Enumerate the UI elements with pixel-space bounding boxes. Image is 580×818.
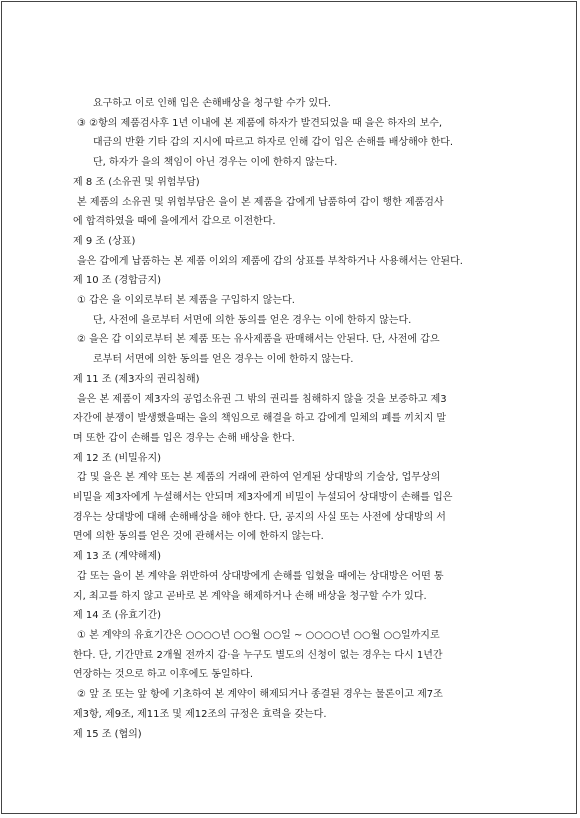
article-heading: 제 14 조 (유효기간) [73,610,162,622]
article-heading: 제 10 조 (경합금지) [73,275,162,287]
article-heading: 제 13 조 (계약해제) [73,551,162,563]
article-heading: 제 9 조 (상표) [73,235,136,247]
text-line: ② 을은 갑 이외로부터 본 제품 또는 유사제품을 판매해서는 안된다. 단, 사전에 갑으 [77,334,440,346]
text-line: 지, 최고를 하지 않고 곧바로 본 계약을 해제하거나 손해 배상을 청구할 수가 있다. [73,590,427,602]
text-line: 한다. 단, 기간만료 2개월 전까지 갑·을 누구도 별도의 신청이 없는 경우는 다시 1년간 [73,649,443,661]
text-line: 단, 사전에 을로부터 서면에 의한 동의를 얻은 경우는 이에 한하지 않는다. [93,314,412,326]
article-heading: 제 8 조 (소유권 및 위험부담) [73,176,200,188]
text-line: 에 합격하였을 때에 을에게서 갑으로 이전한다. [73,216,276,228]
article-heading: 제 11 조 (제3자의 권리침해) [73,373,200,385]
text-line: ③ ②항의 제품검사후 1년 이내에 본 제품에 하자가 발견되었을 때 을은 하자의 보수, [77,117,443,129]
text-line: 요구하고 이로 인해 입은 손해배상을 청구할 수가 있다. [93,98,331,109]
text-line: 대금의 반환 기타 갑의 지시에 따르고 하자로 인해 갑이 입은 손해를 배상해야 한다. [93,137,454,149]
text-line: 단, 하자가 을의 책임이 아닌 경우는 이에 한하지 않는다. [93,157,338,169]
text-line: 면에 의한 동의를 얻은 것에 관해서는 이에 한하지 않는다. [73,531,324,543]
text-line: ② 앞 조 또는 앞 항에 기초하여 본 계약이 해제되거나 종결된 경우는 물론이고 제7조 [77,689,443,701]
text-line: 갑 및 을은 본 계약 또는 본 제품의 거래에 관하여 얻게된 상대방의 기술상, 업무상의 [77,472,441,484]
text-line: 비밀을 제3자에게 누설해서는 안되며 제3자에게 비밀이 누설되어 상대방이 손해를 입은 [73,492,453,504]
document-page [1,1,577,814]
text-line: 갑 또는 을이 본 계약을 위반하여 상대방에게 손해를 입혔을 때에는 상대방은 어떤 통 [77,570,444,582]
article-heading: 제 15 조 (협의) [73,728,142,740]
text-line: 제3항, 제9조, 제11조 및 제12조의 규정은 효력을 갖는다. [73,708,327,720]
text-line: 을은 본 제품이 제3자의 공업소유권 그 밖의 권리를 침해하지 않을 것을 보증하고 제3 [77,393,447,405]
article-heading: 제 12 조 (비밀유지) [73,452,162,464]
text-line: 로부터 서면에 의한 동의를 얻은 경우는 이에 한하지 않는다. [93,354,354,366]
text-line: 연장하는 것으로 하고 이후에도 동일하다. [73,669,254,681]
document-body [73,94,513,744]
text-line: 경우는 상대방에 대해 손해배상을 해야 한다. 단, 공지의 사실 또는 사전에 상대방의 서 [73,511,446,523]
text-line: ① 본 계약의 유효기간은 ○○○○년 ○○월 ○○일 ~ ○○○○년 ○○월 ○○일까지로 [77,629,440,641]
text-line: 을은 갑에게 납품하는 본 제품 이외의 제품에 갑의 상표를 부착하거나 사용해서는 안된다. [77,255,463,267]
text-line: ① 갑은 을 이외로부터 본 제품을 구입하지 않는다. [77,295,295,307]
text-line: 본 제품의 소유권 및 위험부담은 을이 본 제품을 갑에게 납품하여 갑이 행한 제품검사 [77,196,444,208]
text-line: 며 또한 갑이 손해를 입은 경우는 손해 배상을 한다. [73,432,295,444]
text-line: 자간에 분쟁이 발생했을때는 을의 책임으로 해결을 하고 갑에게 일체의 폐를 끼치지 말 [73,413,447,425]
